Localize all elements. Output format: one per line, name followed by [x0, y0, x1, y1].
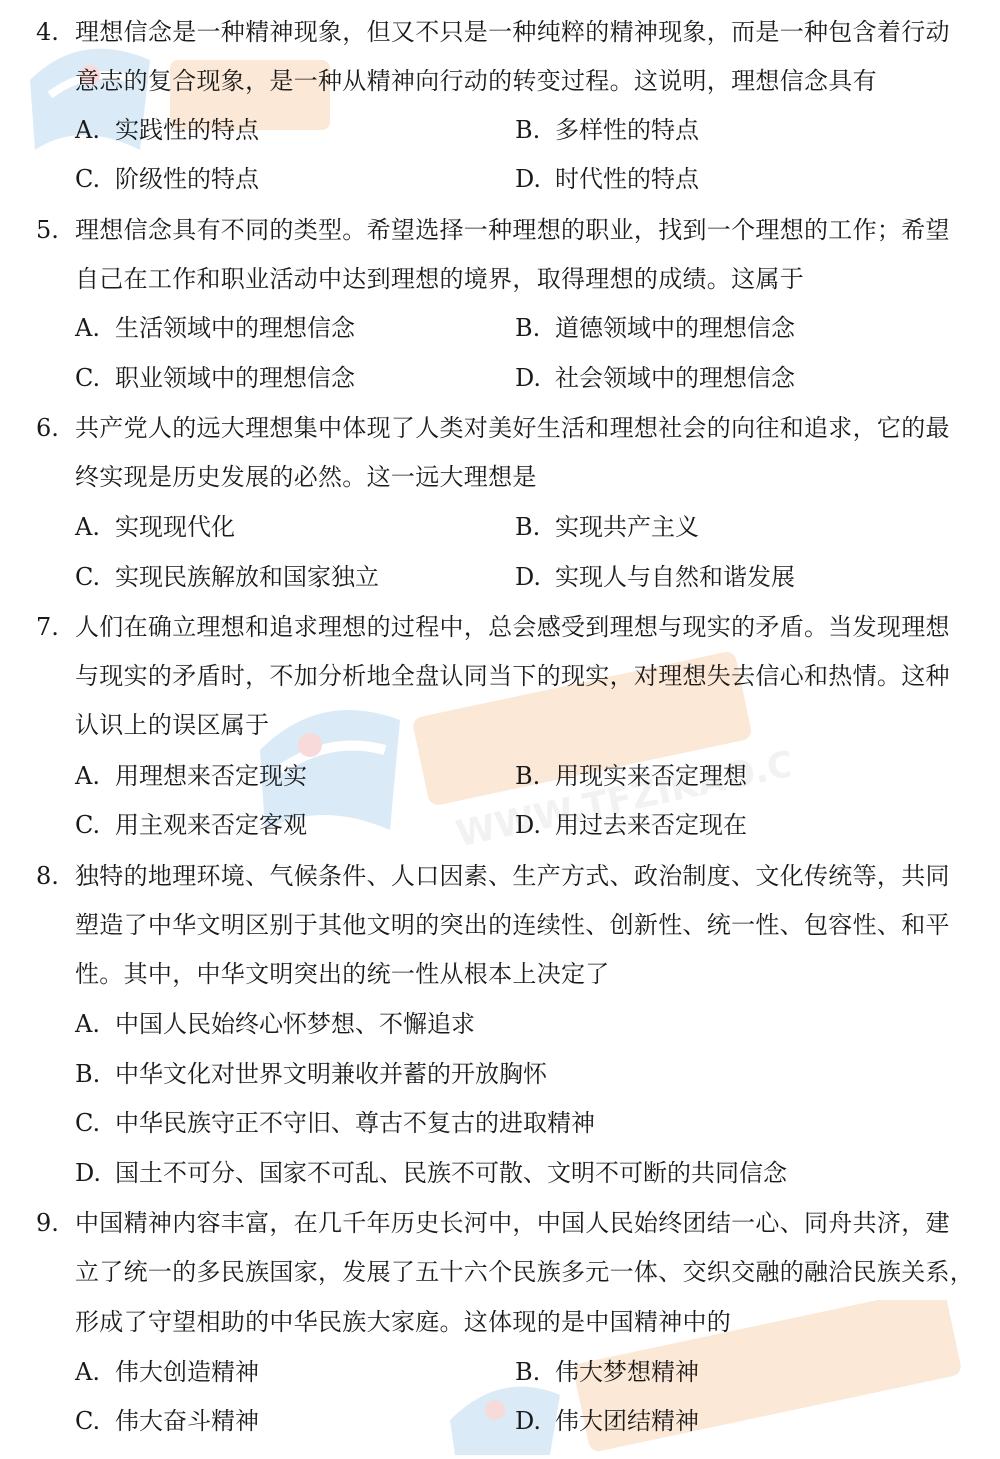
option-b[interactable]: B. 中华文化对世界文明兼收并蓄的开放胸怀: [75, 1060, 547, 1088]
question-8-option-d: [0, 1155, 1000, 1191]
option-d[interactable]: D. 时代性的特点: [515, 165, 699, 193]
question-stem: 人们在确立理想和追求理想的过程中，总会感受到理想与现实的矛盾。当发现理想: [75, 613, 950, 641]
question-8-line-1: [0, 858, 1000, 894]
watermark-url-text: WWW.TFZIKAO.COM: [452, 729, 790, 856]
question-stem: 性。其中，中华文明突出的统一性从根本上决定了: [75, 960, 610, 988]
option-c[interactable]: C. 用主观来否定客观: [75, 811, 307, 839]
question-8-line-2: [0, 907, 1000, 943]
question-5-line-2: [0, 261, 1000, 297]
question-4-options-ab: [0, 112, 1000, 148]
option-d[interactable]: D. 社会领域中的理想信念: [515, 364, 795, 392]
question-6-line-2: [0, 459, 1000, 495]
question-6-options-ab: [0, 509, 1000, 545]
option-a[interactable]: A. 用理想来否定现实: [75, 762, 307, 790]
question-stem: 立了统一的多民族国家，发展了五十六个民族多元一体、交织交融的融洽民族关系，: [75, 1258, 975, 1286]
question-5-line-1: [0, 212, 1000, 248]
question-number: 9.: [36, 1209, 59, 1237]
question-stem: 理想信念具有不同的类型。希望选择一种理想的职业，找到一个理想的工作；希望: [75, 216, 950, 244]
option-c[interactable]: C. 中华民族守正不守旧、尊古不复古的进取精神: [75, 1109, 595, 1137]
question-7-options-ab: [0, 758, 1000, 794]
question-4-line-1: [0, 14, 1000, 50]
question-stem: 独特的地理环境、气候条件、人口因素、生产方式、政治制度、文化传统等，共同: [75, 862, 950, 890]
question-number: 4.: [36, 18, 59, 46]
option-a[interactable]: A. 生活领域中的理想信念: [75, 314, 355, 342]
option-c[interactable]: C. 实现民族解放和国家独立: [75, 563, 379, 591]
question-number: 8.: [36, 862, 59, 890]
option-d[interactable]: D. 国土不可分、国家不可乱、民族不可散、文明不可断的共同信念: [75, 1159, 787, 1187]
option-c[interactable]: C. 伟大奋斗精神: [75, 1407, 259, 1435]
question-8-option-c: [0, 1105, 1000, 1141]
option-a[interactable]: A. 实现现代化: [75, 513, 235, 541]
option-a[interactable]: A. 中国人民始终心怀梦想、不懈追求: [75, 1010, 475, 1038]
question-8-option-b: [0, 1056, 1000, 1092]
question-stem: 共产党人的远大理想集中体现了人类对美好生活和理想社会的向往和追求，它的最: [75, 414, 950, 442]
question-7-line-2: [0, 658, 1000, 694]
option-d[interactable]: D. 伟大团结精神: [515, 1407, 699, 1435]
question-stem: 意志的复合现象，是一种从精神向行动的转变过程。这说明，理想信念具有: [75, 67, 877, 95]
question-number: 7.: [36, 613, 59, 641]
question-4-line-2: [0, 63, 1000, 99]
option-d[interactable]: D. 用过去来否定现在: [515, 811, 747, 839]
question-9-options-ab: [0, 1354, 1000, 1390]
question-9-line-2: [0, 1254, 1000, 1290]
option-b[interactable]: B. 道德领域中的理想信念: [515, 314, 795, 342]
question-8-line-3: [0, 956, 1000, 992]
option-c[interactable]: C. 职业领域中的理想信念: [75, 364, 355, 392]
option-d[interactable]: D. 实现人与自然和谐发展: [515, 563, 795, 591]
option-b[interactable]: B. 伟大梦想精神: [515, 1358, 699, 1386]
question-9-line-1: [0, 1205, 1000, 1241]
question-6-line-1: [0, 410, 1000, 446]
question-8-option-a: [0, 1006, 1000, 1042]
question-stem: 中国精神内容丰富，在几千年历史长河中，中国人民始终团结一心、同舟共济，建: [75, 1209, 950, 1237]
question-6-options-cd: [0, 559, 1000, 595]
question-number: 5.: [36, 216, 59, 244]
option-b[interactable]: B. 多样性的特点: [515, 116, 699, 144]
question-stem: 终实现是历史发展的必然。这一远大理想是: [75, 463, 537, 491]
question-stem: 理想信念是一种精神现象，但又不只是一种纯粹的精神现象，而是一种包含着行动: [75, 18, 950, 46]
question-stem: 形成了守望相助的中华民族大家庭。这体现的是中国精神中的: [75, 1308, 732, 1336]
question-stem: 自己在工作和职业活动中达到理想的境界，取得理想的成绩。这属于: [75, 265, 804, 293]
question-7-line-1: [0, 609, 1000, 645]
question-9-options-cd: [0, 1403, 1000, 1439]
question-7-line-3: [0, 707, 1000, 743]
option-b[interactable]: B. 用现实来否定理想: [515, 762, 747, 790]
question-5-options-cd: [0, 360, 1000, 396]
question-stem: 与现实的矛盾时，不加分析地全盘认同当下的现实，对理想失去信心和热情。这种: [75, 662, 950, 690]
option-b[interactable]: B. 实现共产主义: [515, 513, 699, 541]
option-a[interactable]: A. 伟大创造精神: [75, 1358, 259, 1386]
question-5-options-ab: [0, 310, 1000, 346]
question-stem: 认识上的误区属于: [75, 711, 270, 739]
question-number: 6.: [36, 414, 59, 442]
option-a[interactable]: A. 实践性的特点: [75, 116, 259, 144]
question-7-options-cd: [0, 807, 1000, 843]
option-c[interactable]: C. 阶级性的特点: [75, 165, 259, 193]
question-stem: 塑造了中华文明区别于其他文明的突出的连续性、创新性、统一性、包容性、和平: [75, 911, 950, 939]
question-4-options-cd: [0, 161, 1000, 197]
question-9-line-3: [0, 1304, 1000, 1340]
